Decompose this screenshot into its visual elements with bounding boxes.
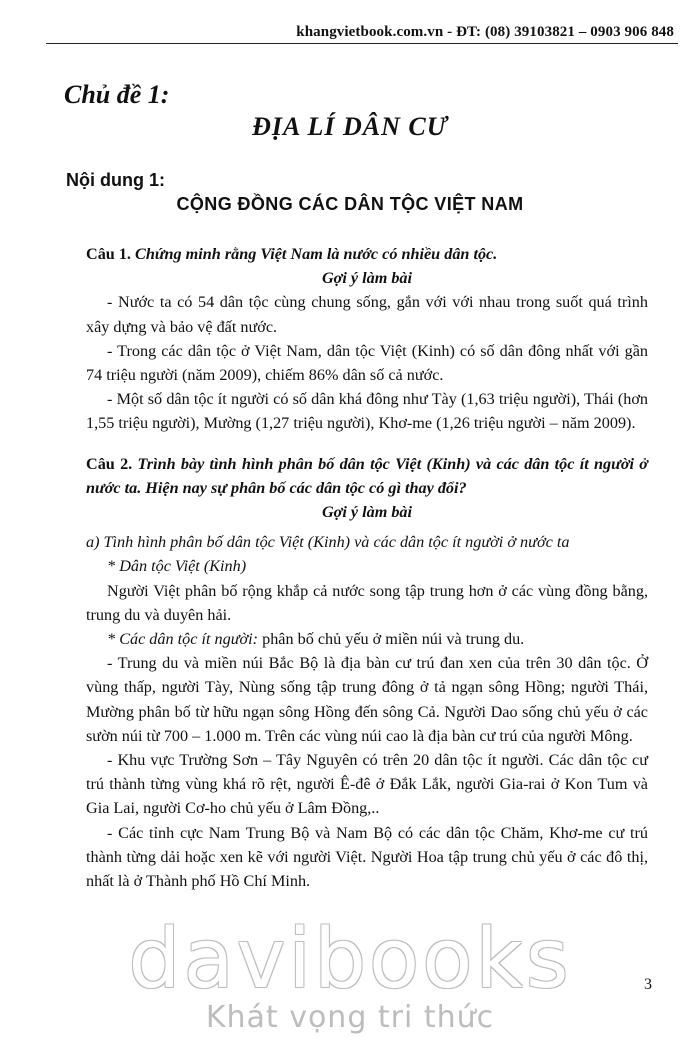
question-2-text: Trình bày tình hình phân bố dân tộc Việt (Kinh) và các dân tộc ít người ở nước ta. Hiện nay sự phân bố các dân tộc có gì thay đổi? — [86, 454, 648, 497]
question-1-text: Chứng minh rằng Việt Nam là nước có nhiều dân tộc. — [135, 245, 498, 263]
question-1-lead: Câu 1. — [86, 245, 131, 263]
question-1-hint: Gợi ý làm bài — [321, 269, 413, 288]
body-text — [86, 242, 648, 893]
question-1 — [86, 242, 648, 266]
header-contact: khangvietbook.com.vn - ĐT: (08) 39103821 – 0903 906 848 — [296, 24, 674, 40]
answer-1-paragraph: - Trong các dân tộc ở Việt Nam, dân tộc Việt (Kinh) có số dân đông nhất với gần 74 triệu người (năm 2009), chiếm 86% dân số cả nước. — [86, 341, 648, 385]
page-number: 3 — [644, 976, 652, 993]
topic-title: ĐỊA LÍ DÂN CƯ — [252, 112, 448, 141]
answer-2-paragraph: - Khu vực Trường Sơn – Tây Nguyên có trên 20 dân tộc ít người. Các dân tộc cư trú thành từng vùng khá rõ rệt, người Ê-đê ở Đắk Lắk, người Gia-rai ở Kon Tum và Gia Lai, người Cơ-ho chủ yếu ở Lâm Đồng,.. — [86, 751, 648, 818]
answer-1-paragraph: - Nước ta có 54 dân tộc cùng chung sống, gắn với với nhau trong suốt quá trình xây dựng và bảo vệ đất nước. — [86, 293, 648, 336]
minority-label: * Các dân tộc ít người: — [107, 630, 259, 649]
kinh-text: Người Việt phân bố rộng khắp cả nước song tập trung hơn ở các vùng đồng bằng, trung du và duyên hải. — [86, 581, 648, 624]
answer-2-paragraph: - Trung du và miền núi Bắc Bộ là địa bàn cư trú đan xen của trên 30 dân tộc. Ở vùng thấp, người Tày, Nùng sống tập trung đông ở tả ngạn sông Hồng; người Thái, Mường phân bố từ hữu ngạn sông Hồng đến sông Cả. Người Dao sống chủ yếu ở các sườn núi từ 700 – 1.000 m. Trên các vùng núi cao là địa bàn cư trú của người Mông. — [86, 654, 648, 745]
minority-paragraph — [86, 627, 648, 651]
question-2 — [86, 452, 648, 500]
topic-label: Chủ đề 1: — [64, 80, 170, 109]
question-2-hint: Gợi ý làm bài — [321, 503, 413, 522]
header-rule — [46, 43, 678, 44]
section-title: CỘNG ĐỒNG CÁC DÂN TỘC VIỆT NAM — [176, 194, 524, 214]
watermark-brand: davibooks — [128, 912, 572, 1007]
question-2-lead: Câu 2. — [86, 454, 133, 473]
minority-text: phân bố chủ yếu ở miền núi và trung du. — [258, 630, 525, 649]
spacer — [86, 436, 648, 452]
page-header — [0, 0, 700, 44]
watermark-slogan: Khát vọng tri thức — [205, 1000, 495, 1035]
answer-2-subheading: a) Tình hình phân bố dân tộc Việt (Kinh) và các dân tộc ít người ở nước ta — [86, 533, 570, 552]
answer-1-paragraph: - Một số dân tộc ít người có số dân khá đông như Tày (1,63 triệu người), Thái (hơn 1,55 triệu người), Mường (1,27 triệu người), Khơ-me (1,26 triệu người – năm 2009). — [86, 390, 648, 433]
answer-2-paragraph: - Các tỉnh cực Nam Trung Bộ và Nam Bộ có các dân tộc Chăm, Khơ-me cư trú thành từng dải hoặc xen kẽ với người Việt. Người Hoa tập trung chủ yếu ở các đô thị, nhất là ở Thành phố Hồ Chí Minh. — [86, 823, 648, 891]
kinh-label: * Dân tộc Việt (Kinh) — [107, 557, 247, 576]
content-label: Nội dung 1: — [66, 170, 165, 190]
